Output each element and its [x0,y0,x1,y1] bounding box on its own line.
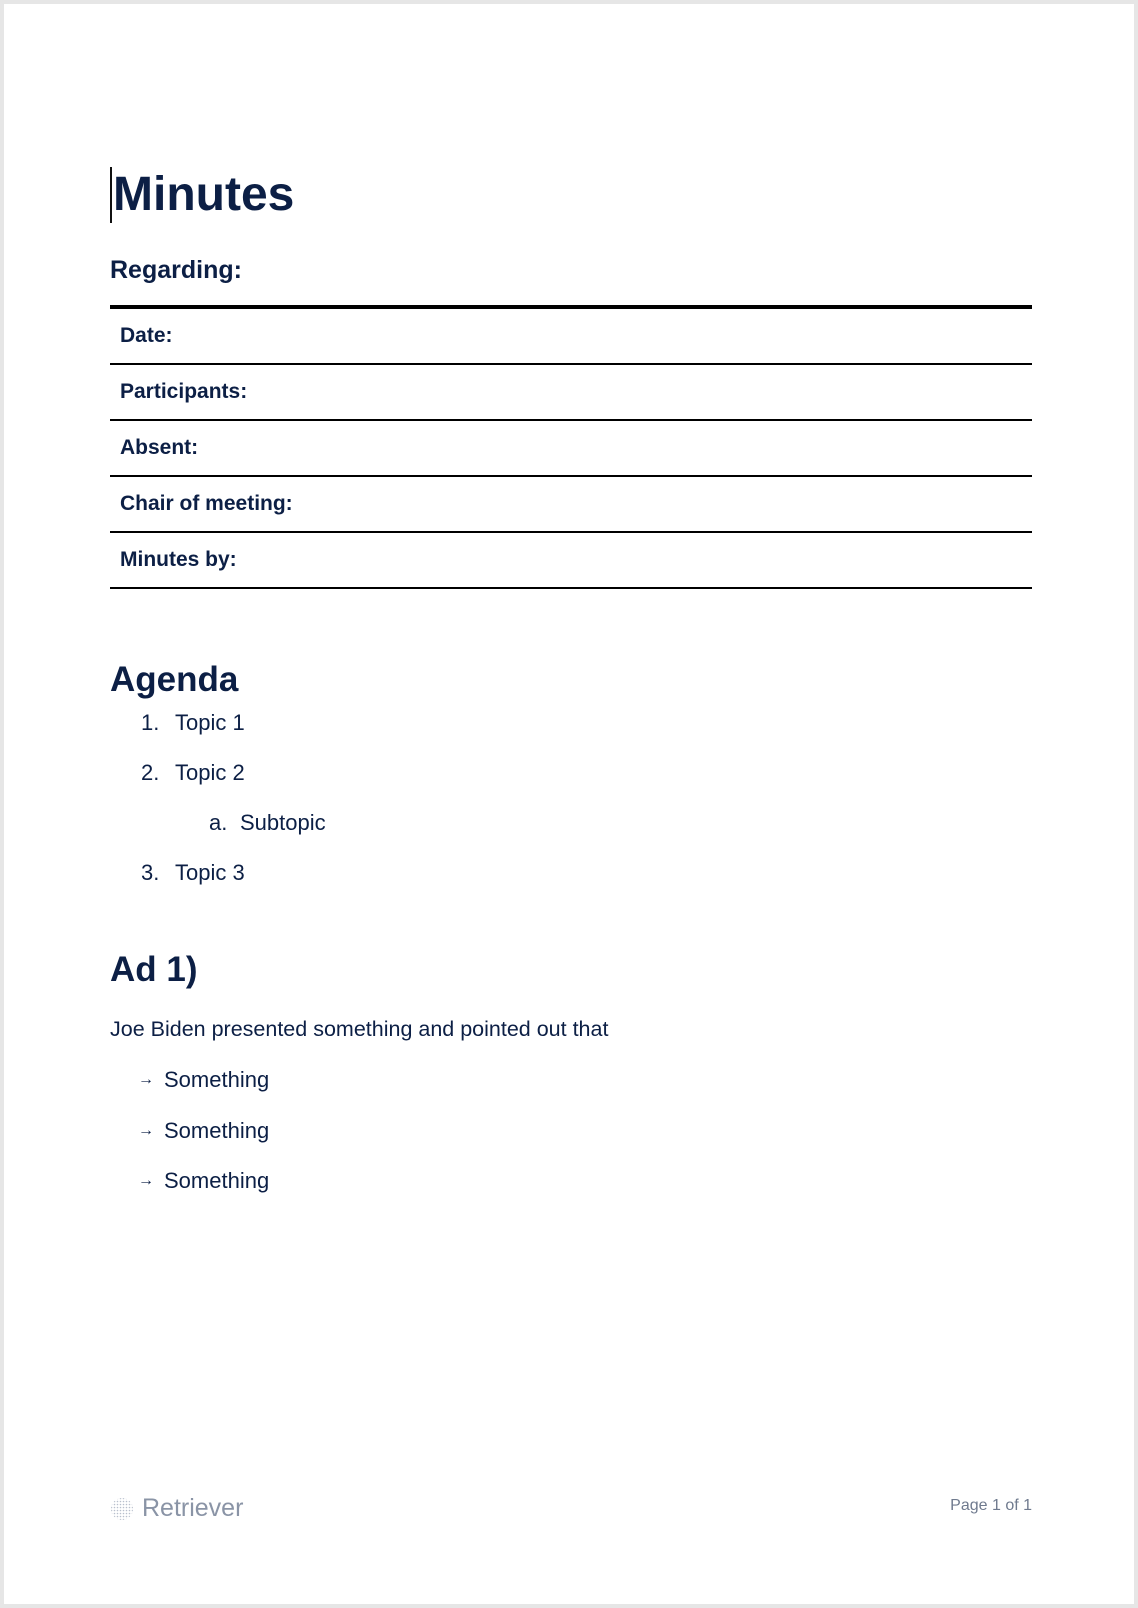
info-row-label: Absent: [120,436,199,459]
bullet-item[interactable] [138,1067,269,1093]
section-1-paragraph[interactable]: Joe Biden presented something and pointed out that [110,1017,609,1041]
list-item-text: Subtopic [240,810,326,835]
info-row-minutes-by[interactable] [110,533,1032,589]
agenda-item-3[interactable] [141,860,245,886]
info-row-label: Participants: [120,380,248,403]
info-row-chair[interactable] [110,477,1032,533]
info-table [110,305,1032,589]
list-marker: 2. [141,760,160,785]
agenda-item-2[interactable] [141,760,245,786]
list-item-text: Topic 3 [175,860,245,885]
bullet-item[interactable] [138,1168,269,1194]
document-page[interactable] [4,4,1134,1604]
arrow-right-icon: → [138,1172,154,1189]
bullet-text: Something [164,1168,270,1193]
bullet-text: Something [164,1067,270,1092]
retriever-logo-icon [110,1497,134,1521]
list-item-text: Topic 2 [175,760,245,785]
section-1-heading[interactable]: Ad 1) [110,950,198,989]
bullet-text: Something [164,1118,270,1143]
agenda-subitem-a[interactable] [209,810,326,836]
info-row-participants[interactable] [110,365,1032,421]
page-indicator: Page 1 of 1 [950,1497,1032,1514]
agenda-item-1[interactable] [141,710,245,736]
list-item-text: Topic 1 [175,710,245,735]
footer-logo-text: Retriever [142,1494,244,1522]
page-title[interactable]: Minutes [110,167,294,223]
info-row-label: Chair of meeting: [120,492,293,515]
arrow-right-icon: → [138,1122,154,1139]
regarding-label: Regarding: [110,256,242,284]
arrow-right-icon: → [138,1071,154,1088]
footer-logo [110,1494,243,1523]
info-row-absent[interactable] [110,421,1032,477]
info-row-date[interactable] [110,309,1032,365]
list-marker: 1. [141,710,160,735]
bullet-item[interactable] [138,1118,269,1144]
list-marker: a. [209,810,228,835]
info-row-label: Minutes by: [120,548,237,571]
list-marker: 3. [141,860,160,885]
agenda-heading[interactable]: Agenda [110,660,239,699]
info-row-label: Date: [120,324,173,347]
